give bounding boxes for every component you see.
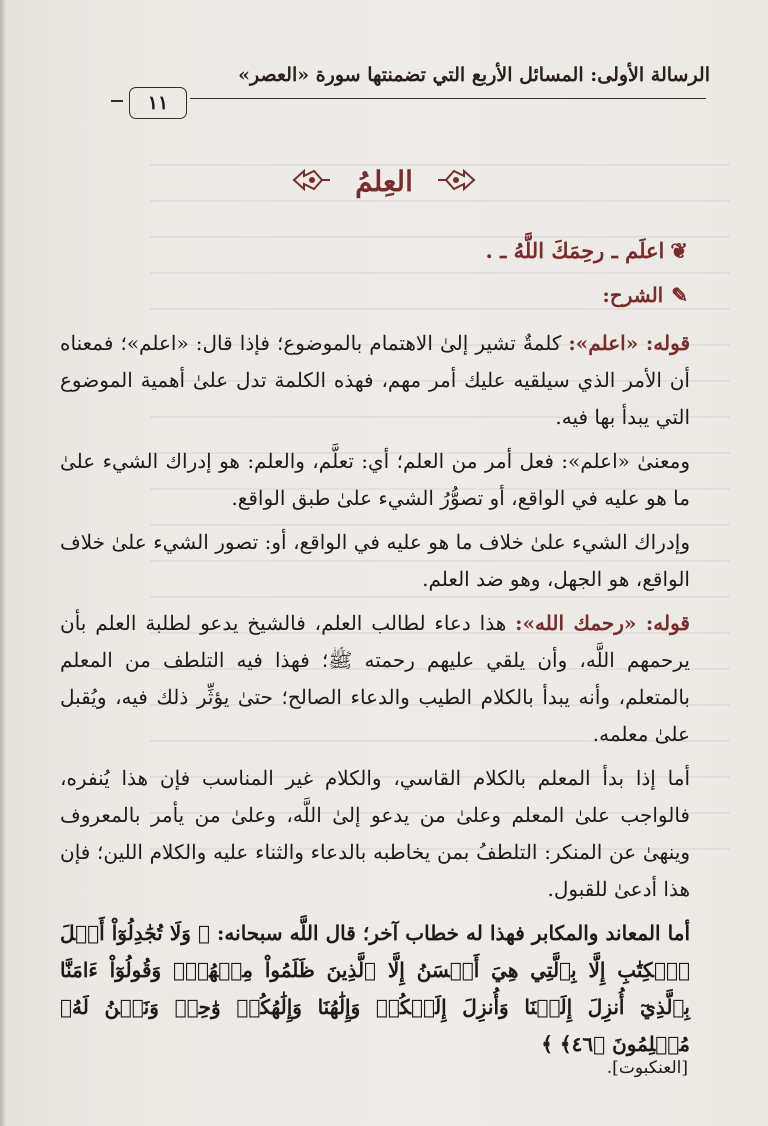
- matn-heading: [486, 238, 688, 263]
- paragraph-text: ومعنىٰ «اعلم»: فعل أمر من العلم؛ أي: تعلَّم، والعلم: هو إدراك الشيء علىٰ ما هو عليه في الواقع، أو تصوُّرُ الشيء علىٰ طبق الواقع.: [60, 449, 690, 510]
- matn-marker-icon: ❦: [670, 238, 688, 263]
- paragraph-text: أما إذا بدأ المعلم بالكلام القاسي، والكلام غير المناسب فإن هذا يُنفره، فالواجب علىٰ المعلم وعلىٰ من يدعو إلىٰ اللَّه، وعلىٰ من يأمر بالمعروف وينهىٰ عن المنكر: التلطفُ بمن يخاطبه بالدعاء والثناء عليه والكلام اللين؛ فإن هذا أدعىٰ للقبول.: [60, 766, 690, 901]
- paragraph-text: هذا دعاء لطالب العلم، فالشيخ يدعو لطلبة العلم بأن يرحمهم اللَّه، وأن يلقي عليهم رحمته ﷺ؛ فهذا فيه التلطف من المعلم بالمتعلم، وأنه يبدأ بالكلام الطيب والدعاء الصالح؛ حتىٰ يؤثِّر ذلك فيه، ويُقبل علىٰ معلمه.: [60, 611, 690, 746]
- paragraph-text: وإدراك الشيء علىٰ خلاف ما هو عليه في الواقع، أو: تصور الشيء علىٰ خلاف الواقع، هو الجهل، وهو ضد العلم.: [60, 530, 690, 591]
- running-title: الرسالة الأولى: المسائل الأربع التي تضمنتها سورة «العصر»: [238, 64, 710, 86]
- left-ornament-icon: [292, 167, 332, 197]
- paragraph-lead: قوله: «رحمك الله»:: [515, 611, 690, 635]
- header-rule: [190, 98, 706, 99]
- paragraph-text: أما المعاند والمكابر فهذا له خطاب آخر؛ قال اللَّه سبحانه: ﴿ وَلَا تُجَٰدِلُوٓاْ أَهۡلَ ٱلۡكِتَٰبِ إِلَّا بِٱلَّتِي هِيَ أَحۡسَنُ إِلَّا ٱلَّذِينَ ظَلَمُواْ مِنۡهُمۡۖ وَقُولُوٓاْ ءَامَنَّا بِٱلَّذِيٓ أُنزِلَ إِلَيۡنَا وَأُنزِلَ إِلَيۡكُمۡ وَإِلَٰهُنَا وَإِلَٰهُكُمۡ وَٰحِدٞ وَنَحۡنُ لَهُۥ مُسۡلِمُونَ ﴿٤٦﴾ ﴾: [60, 921, 690, 1056]
- right-ornament-icon: [436, 167, 476, 197]
- paragraph: [60, 605, 690, 753]
- paragraph-lead: قوله: «اعلم»:: [568, 331, 690, 355]
- sharh-label: [602, 283, 688, 307]
- sharh-text: الشرح:: [602, 283, 664, 307]
- paragraph-text: كلمةٌ تشير إلىٰ الاهتمام بالموضوع؛ فإذا قال: «اعلم»؛ فمعناه أن الأمر الذي سيلقيه عليك أمر مهم، فهذه الكلمة تدل علىٰ أهمية الموضوع التي يبدأ بها فيه.: [60, 331, 690, 429]
- page-number-dash: [111, 100, 123, 102]
- matn-text: اعلَم ـ رحِمَكَ اللَّهُ ـ .: [485, 238, 665, 263]
- surah-reference: [العنكبوت].: [606, 1058, 688, 1078]
- page-number: ١١: [129, 87, 187, 119]
- paragraph: [60, 760, 690, 908]
- paragraph-quran: [60, 915, 690, 1063]
- pen-icon: ✎: [671, 283, 688, 307]
- section-title-wrap: [0, 165, 768, 198]
- paragraph: [60, 443, 690, 517]
- paragraph: [60, 524, 690, 598]
- body-text: [60, 325, 690, 1070]
- paragraph: [60, 325, 690, 436]
- section-title: العِلمُ: [355, 165, 413, 198]
